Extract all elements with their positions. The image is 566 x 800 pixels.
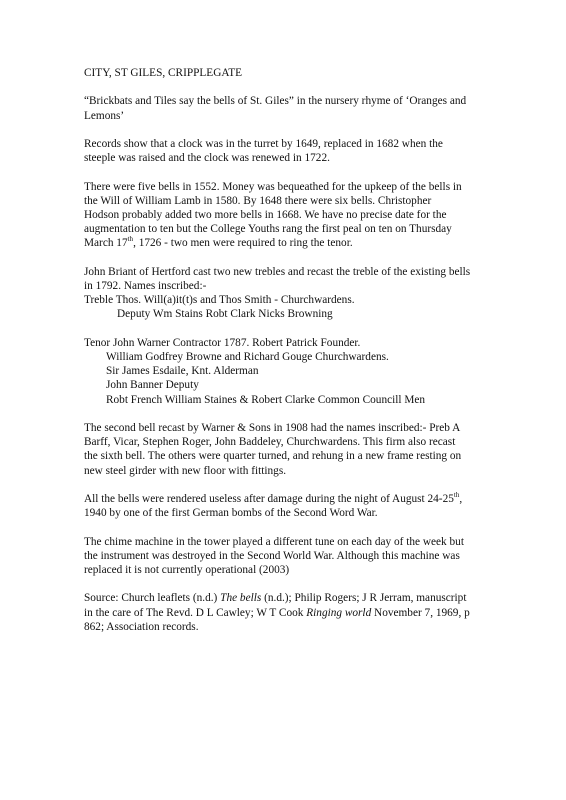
text-line xyxy=(84,492,524,506)
text-line: The second bell recast by Warner & Sons in 1908 had the names inscribed:- Preb A xyxy=(84,421,461,434)
paragraph-tenor xyxy=(84,336,524,407)
text-line: steeple was raised and the clock was renewed in 1722. xyxy=(84,152,330,165)
text-fragment: Source: Church leaflets (n.d.) xyxy=(84,592,221,605)
paragraph-clock xyxy=(84,137,524,165)
text-line: 1940 by one of the first German bombs of the Second Word War. xyxy=(84,507,378,520)
text-line: Barff, Vicar, Stephen Roger, John Baddeley, Churchwardens. This firm also recast xyxy=(84,436,456,449)
text-fragment: All the bells were rendered useless after damage during the night of August 24-25 xyxy=(84,492,454,505)
text-line: William Godfrey Browne and Richard Gouge Churchwardens. xyxy=(106,350,389,363)
citation-title: The bells xyxy=(220,592,262,605)
text-line: Sir James Esdaile, Knt. Alderman xyxy=(106,365,259,378)
text-line: in 1792. Names inscribed:- xyxy=(84,279,207,292)
text-fragment: in the care of The Revd. D L Cawley; W T Cook xyxy=(84,606,307,619)
text-line xyxy=(84,591,524,605)
text-line: Treble Thos. Will(a)it(t)s and Thos Smith - Churchwardens. xyxy=(84,294,355,307)
document-page xyxy=(84,66,524,648)
text-line: “Brickbats and Tiles say the bells of St. Giles” in the nursery rhyme of ‘Oranges and xyxy=(84,95,467,108)
text-line: 862; Association records. xyxy=(84,620,199,633)
citation-title: Ringing world xyxy=(306,606,372,619)
text-fragment: November 7, 1969, p xyxy=(371,606,470,619)
text-line xyxy=(84,236,524,250)
text-line: The chime machine in the tower played a different tune on each day of the week but xyxy=(84,535,464,548)
text-line: Records show that a clock was in the turret by 1649, replaced in 1682 when the xyxy=(84,137,443,150)
text-fragment: March 17 xyxy=(84,237,128,250)
text-line: the Will of William Lamb in 1580. By 1648 there were six bells. Christopher xyxy=(84,194,432,207)
text-line: Hodson probably added two more bells in 1668. We have no precise date for the xyxy=(84,208,447,221)
paragraph-bells-history xyxy=(84,180,524,251)
text-line: the sixth bell. The others were quarter turned, and rehung in a new frame resting on xyxy=(84,450,462,463)
paragraph-recast xyxy=(84,421,524,478)
title-text: CITY, ST GILES, CRIPPLEGATE xyxy=(84,67,243,79)
paragraph-rhyme xyxy=(84,94,524,122)
text-line: John Briant of Hertford cast two new trebles and recast the treble of the existing bells xyxy=(84,265,471,278)
text-line: There were five bells in 1552. Money was bequeathed for the upkeep of the bells in xyxy=(84,180,462,193)
text-line xyxy=(84,606,524,620)
text-line: replaced it is not currently operational (2003) xyxy=(84,563,290,576)
document-title xyxy=(84,66,524,80)
text-line: new steel girder with new floor with fittings. xyxy=(84,464,287,477)
text-fragment: , 1726 - two men were required to ring the tenor. xyxy=(133,237,353,250)
text-line: Deputy Wm Stains Robt Clark Nicks Browning xyxy=(117,308,333,321)
text-line: Lemons’ xyxy=(84,109,125,122)
ordinal-suffix: th xyxy=(127,235,134,244)
ordinal-suffix: th xyxy=(453,491,460,500)
paragraph-briant xyxy=(84,265,524,322)
text-line: Robt French William Staines & Robert Clarke Common Councill Men xyxy=(106,393,426,406)
paragraph-war-damage xyxy=(84,492,524,520)
text-line: John Banner Deputy xyxy=(106,379,199,392)
text-fragment: (n.d.); Philip Rogers; J R Jerram, manuscript xyxy=(261,592,467,605)
text-fragment: , xyxy=(459,492,463,505)
paragraph-source xyxy=(84,591,524,634)
text-line: Tenor John Warner Contractor 1787. Robert Patrick Founder. xyxy=(84,336,361,349)
paragraph-chime xyxy=(84,535,524,578)
text-line: the instrument was destroyed in the Second World War. Although this machine was xyxy=(84,549,460,562)
text-line: augmentation to ten but the College Youths rang the first peal on ten on Thursday xyxy=(84,223,452,236)
